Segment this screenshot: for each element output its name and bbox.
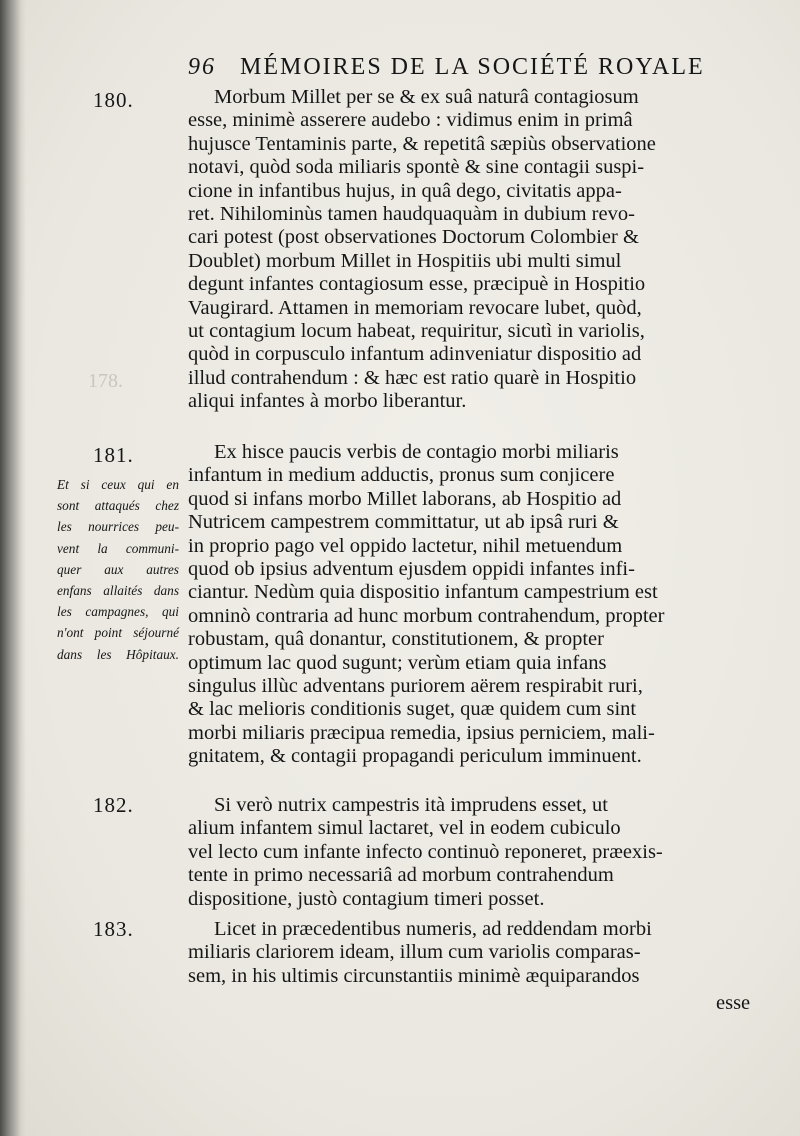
gutter-shadow xyxy=(0,0,26,1136)
text-line: Nutricem campestrem committatur, ut ab ipsâ ruri & xyxy=(188,511,619,534)
text-line: miliaris clariorem ideam, illum cum variolis comparas- xyxy=(188,941,641,964)
margin-note-line: sont attaqués chez xyxy=(57,498,179,514)
section-number-182: 182. xyxy=(93,793,134,817)
text-line: dispositione, justò contagium timeri posset. xyxy=(188,887,545,910)
text-line: singulus illùc adventans puriorem aërem respirabit ruri, xyxy=(188,675,643,698)
text-line: Ex hisce paucis verbis de contagio morbi miliaris xyxy=(214,441,619,463)
section-number-181: 181. xyxy=(93,443,134,467)
margin-note xyxy=(57,474,179,665)
text-line: infantum in medium adductis, pronus sum conjicere xyxy=(188,464,615,487)
text-line: gnitatem, & contagii propagandi periculum imminuent. xyxy=(188,745,642,768)
text-line: hujusce Tentaminis parte, & repetitâ sæpiùs observatione xyxy=(188,132,656,155)
text-line: Licet in præcedentibus numeris, ad reddendam morbi xyxy=(214,918,652,940)
text-line: alium infantem simul lactaret, vel in eodem cubiculo xyxy=(188,817,621,840)
text-line: ret. Nihilominùs tamen haudquaquàm in dubium revo- xyxy=(188,203,635,226)
text-line: sem, in his ultimis circunstantiis minimè æquiparandos xyxy=(188,964,640,987)
paragraph-181 xyxy=(188,441,754,769)
margin-note-line: dans les Hôpitaux. xyxy=(57,646,179,662)
margin-note-line: Et si ceux qui en xyxy=(57,477,179,492)
text-line: in proprio pago vel oppido lactetur, nihil metuendum xyxy=(188,534,623,557)
text-line: degunt infantes contagiosum esse, præcipuè in Hospitio xyxy=(188,273,646,296)
paragraph-180 xyxy=(188,86,754,414)
bleed-through-number: 178. xyxy=(88,370,123,392)
text-line: ut contagium locum habeat, requiritur, sicutì in variolis, xyxy=(188,320,645,343)
text-line: omninò contraria ad hunc morbum contrahendum, propter xyxy=(188,604,665,627)
margin-note-line: les nourrices peu- xyxy=(57,519,179,535)
paragraph-183 xyxy=(188,918,754,988)
text-line: cari potest (post observationes Doctorum Colombier & xyxy=(188,226,639,249)
text-line: ciantur. Nedùm quia dispositio infantum campestrium est xyxy=(188,581,658,604)
text-line: illud contrahendum : & hæc est ratio quarè in Hospitio xyxy=(188,366,637,389)
running-head xyxy=(188,54,708,81)
text-line: Doublet) morbum Millet in Hospitiis ubi multi simul xyxy=(188,249,622,272)
page-title: MÉMOIRES DE LA SOCIÉTÉ ROYALE xyxy=(240,54,705,80)
margin-note-line: enfans allaités dans xyxy=(57,583,179,599)
paragraph-182 xyxy=(188,794,754,911)
text-line: Vaugirard. Attamen in memoriam revocare lubet, quòd, xyxy=(188,296,642,319)
text-line: quòd in corpusculo infantum adinveniatur dispositio ad xyxy=(188,343,642,366)
margin-note-line: quer aux autres xyxy=(57,561,179,577)
text-line: quod si infans morbo Millet laborans, ab Hospitio ad xyxy=(188,487,622,510)
text-line: Morbum Millet per se & ex suâ naturâ contagiosum xyxy=(214,86,639,108)
text-line: morbi miliaris præcipua remedia, ipsius perniciem, mali- xyxy=(188,721,655,744)
text-line: robustam, quâ donantur, constitutionem, & propter xyxy=(188,628,604,651)
catchword: esse xyxy=(716,992,751,1014)
text-line: & lac melioris conditionis suget, quæ quidem cum sint xyxy=(188,698,637,721)
text-line: esse, minimè asserere audebo : vidimus enim in primâ xyxy=(188,109,633,132)
text-line: notavi, quòd soda miliaris spontè & sine contagii suspi- xyxy=(188,156,645,179)
section-number-180: 180. xyxy=(93,88,134,112)
text-line: Si verò nutrix campestris ità imprudens esset, ut xyxy=(214,794,608,816)
page-number: 96 xyxy=(188,54,216,80)
text-line: vel lecto cum infante infecto continuò reponeret, præexis- xyxy=(188,840,663,863)
margin-note-line: les campagnes, qui xyxy=(57,604,179,620)
text-line: quod ob ipsius adventum ejusdem oppidi infantes infi- xyxy=(188,558,635,581)
text-line: aliqui infantes à morbo liberantur. xyxy=(188,390,467,413)
text-line: cione in infantibus hujus, in quâ dego, civitatis appa- xyxy=(188,179,622,202)
margin-note-line: vent la communi- xyxy=(57,540,179,556)
margin-note-line: n'ont point séjourné xyxy=(57,625,179,641)
section-number-183: 183. xyxy=(93,917,134,941)
text-line: tente in primo necessariâ ad morbum contrahendum xyxy=(188,864,614,887)
text-line: optimum lac quod sugunt; verùm etiam quia infans xyxy=(188,651,607,674)
